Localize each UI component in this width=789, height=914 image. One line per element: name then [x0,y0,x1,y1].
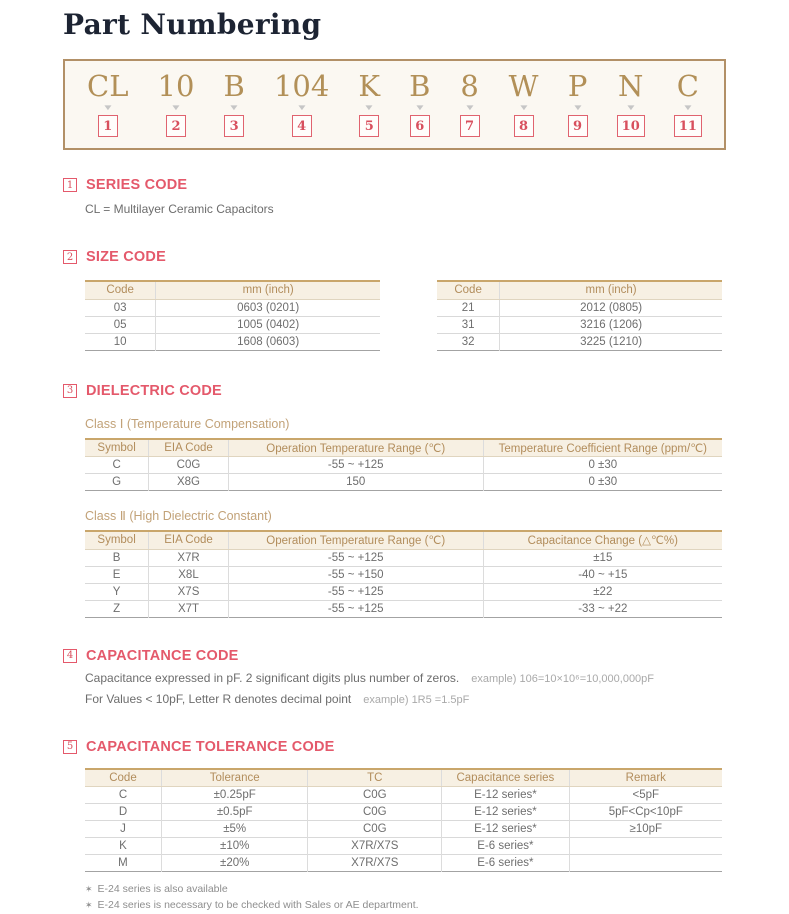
class2-label: Class Ⅱ (High Dielectric Constant) [85,509,272,523]
table-cell: 1608 (0603) [156,333,380,350]
table-cell: ±15 [483,549,722,566]
column-header: Operation Temperature Range (℃) [228,439,483,457]
part-segment [223,69,245,137]
part-segment [87,69,129,137]
table-row [85,474,722,491]
part-segment-number-badge: 7 [460,115,480,137]
table-cell: C [112,459,121,471]
capacitance-rule-1-example: example) 106=10×10⁶=10,000,000pF [471,672,655,685]
section-title: DIELECTRIC CODE [86,382,222,399]
table-row [85,787,722,804]
table-row [437,299,722,316]
part-segment-code: 104 [273,69,330,103]
table-cell: X7R/X7S [308,855,442,872]
table-cell: -40 ~ +15 [483,566,722,583]
table-header-row [85,439,722,457]
arrow-down-icon: ▼ [295,103,308,112]
table-row [85,566,722,583]
table-cell: E-6 series* [442,855,569,872]
table-cell: X7T [149,600,229,617]
table-cell: 03 [113,301,127,314]
arrow-down-icon: ▼ [413,103,426,112]
table-cell: ≥10pF [569,821,722,838]
table-cell: 5pF<Cp<10pF [569,804,722,821]
capacitance-rule-1 [85,671,789,685]
table-row [437,316,722,333]
capacitance-rule-2 [85,692,789,706]
table-cell: 0603 (0201) [156,299,380,316]
footnotes [85,881,789,914]
table-cell: C0G [308,804,442,821]
table-cell: X8L [149,566,229,583]
section-header-dielectric [63,383,789,399]
part-segment-code: 8 [460,69,479,103]
arrow-down-icon: ▼ [517,103,530,112]
section-header-tolerance [63,739,789,755]
part-segment-code: CL [87,69,129,103]
table-cell: J [85,821,161,838]
table-cell: C [118,789,128,801]
part-segment [674,69,702,137]
page-title: Part Numbering [63,8,322,41]
section-number-badge: 4 [63,649,77,663]
part-segment [508,69,539,137]
table-cell: C0G [308,821,442,838]
table-cell: C0G [149,457,229,474]
table-row [85,316,380,333]
section-header-series [63,177,789,193]
part-segment-code: B [223,69,245,103]
table-cell: -55 ~ +125 [228,549,483,566]
size-tables-row [85,280,789,351]
table-cell: B [112,551,121,564]
table-cell: 05 [85,316,156,333]
table-cell: M [85,855,161,872]
table-cell: D [85,804,161,821]
column-header: TC [308,769,442,787]
table-cell: -33 ~ +22 [483,600,722,617]
part-segment-number-badge: 2 [166,115,186,137]
table-cell: X7R/X7S [308,838,442,855]
table-row [85,821,722,838]
table-cell: E-12 series* [442,804,569,821]
table-header-row [85,531,722,549]
column-header: Capacitance Change (△℃%) [483,531,722,549]
table-cell: Y [85,583,149,600]
table-cell: -55 ~ +125 [228,600,483,617]
table-cell: X7R [149,549,229,566]
part-segment-number-badge: 9 [568,115,588,137]
table-cell: X8G [149,474,229,491]
part-segment [157,69,195,137]
table-cell: -55 ~ +125 [228,583,483,600]
part-segment [273,69,330,137]
table-cell: E [85,566,149,583]
section-title: CAPACITANCE TOLERANCE CODE [86,738,335,755]
part-number-box [63,59,726,150]
part-segment-number-badge: 5 [359,115,379,137]
part-segment [460,69,480,137]
section-header-capacitance [63,648,789,664]
section-title: SIZE CODE [86,249,166,265]
arrow-down-icon: ▼ [624,103,637,112]
table-cell: ±0.25pF [161,787,308,804]
part-segment-number-badge: 1 [98,115,118,137]
table-cell: 0 ±30 [483,474,722,491]
part-segment-code: C [676,69,699,103]
table-row [85,600,722,617]
column-header: mm (inch) [500,281,722,299]
table-cell: 3216 (1206) [500,316,722,333]
column-header: EIA Code [149,439,229,457]
part-segment-number-badge: 10 [617,115,645,137]
capacitance-rule-2-text: For Values < 10pF, Letter R denotes decimal point [85,691,352,706]
footnote-text: E-24 series is necessary to be checked with Sales or AE department. [97,899,419,912]
part-segment-number-badge: 11 [674,115,702,137]
column-header: Capacitance series [442,769,569,787]
column-header: Code [85,281,156,299]
table-cell: E-12 series* [442,821,569,838]
section-number-badge: 2 [63,250,77,264]
table-cell: K [85,838,161,855]
section-title: SERIES CODE [86,177,188,193]
part-segment-number-badge: 6 [410,115,430,137]
section-header-size [63,249,789,265]
footnote [85,881,789,897]
dielectric-class1-table [85,438,722,492]
table-cell: 150 [228,474,483,491]
arrow-down-icon: ▼ [681,103,694,112]
part-segment-code: N [618,69,644,103]
table-cell: 1005 (0402) [156,316,380,333]
table-row [85,549,722,566]
document-page [0,8,789,912]
table-cell: 32 [437,333,500,350]
arrow-down-icon: ▼ [101,103,114,112]
table-row [85,299,380,316]
table-cell: E-6 series* [442,838,569,855]
table-cell: ±5% [161,821,308,838]
table-cell: 10 [85,333,156,350]
capacitance-rule-1-text: Capacitance expressed in pF. 2 significant digits plus number of zeros. [85,670,460,685]
table-row [85,457,722,474]
section-number-badge: 1 [63,178,77,192]
part-segment-code: 10 [157,69,195,103]
part-segment-code: K [358,69,381,103]
dielectric-class2-table [85,530,722,618]
table-cell [569,855,722,872]
table-row [85,333,380,350]
table-row [437,333,722,350]
class1-label: Class Ⅰ (Temperature Compensation) [85,416,290,431]
table-cell: 0 ±30 [483,457,722,474]
part-segment-number-badge: 4 [292,115,312,137]
table-cell: -55 ~ +125 [228,457,483,474]
arrow-down-icon: ▼ [228,103,241,112]
table-cell: ±0.5pF [161,804,308,821]
table-cell: <5pF [569,787,722,804]
part-segment [409,69,431,137]
asterisk-icon: ✶ [85,884,93,894]
column-header: Tolerance [161,769,308,787]
section-title: CAPACITANCE CODE [86,647,239,664]
table-cell: 3225 (1210) [500,333,722,350]
column-header: Symbol [85,531,149,549]
table-cell: E-12 series* [442,787,569,804]
size-code-table-right [437,280,722,351]
part-segment-code: P [567,69,588,103]
table-cell: X7S [149,583,229,600]
table-row [85,838,722,855]
column-header: Code [437,281,500,299]
table-cell: G [85,474,149,491]
capacitance-rule-2-example: example) 1R5 =1.5pF [363,693,470,706]
series-description: CL = Multilayer Ceramic Capacitors [85,202,274,216]
table-cell: 21 [461,301,475,314]
table-cell: 31 [437,316,500,333]
arrow-down-icon: ▼ [170,103,182,112]
size-code-table-left [85,280,380,351]
part-segment [567,69,588,137]
tolerance-table [85,768,722,873]
table-row [85,855,722,872]
part-segment [358,69,381,137]
table-cell [569,838,722,855]
footnote-text: E-24 series is also available [97,883,228,895]
table-header-row [85,769,722,787]
part-segment-number-badge: 8 [514,115,534,137]
part-segment-code: B [409,69,431,103]
arrow-down-icon: ▼ [571,103,584,112]
arrow-down-icon: ▼ [463,103,476,112]
table-cell: ±10% [161,838,308,855]
table-cell: Z [85,600,149,617]
table-row [85,583,722,600]
table-cell: -55 ~ +150 [228,566,483,583]
column-header: mm (inch) [156,281,380,299]
column-header: EIA Code [149,531,229,549]
column-header: Operation Temperature Range (℃) [228,531,483,549]
part-segment-number-badge: 3 [224,115,244,137]
table-cell: C0G [308,787,442,804]
table-header-row [85,281,380,299]
arrow-down-icon: ▼ [363,103,376,112]
table-cell: 2012 (0805) [500,299,722,316]
section-number-badge: 5 [63,740,77,754]
part-segment [617,69,645,137]
column-header: Remark [569,769,722,787]
table-cell: ±22 [483,583,722,600]
asterisk-icon: ✶ [85,900,93,911]
footnote [85,897,789,913]
column-header: Code [85,769,161,787]
column-header: Symbol [85,439,149,457]
column-header: Temperature Coefficient Range (ppm/℃) [483,439,722,457]
part-segment-code: W [508,69,539,103]
table-header-row [437,281,722,299]
section-number-badge: 3 [63,384,77,398]
table-row [85,804,722,821]
table-cell: ±20% [161,855,308,872]
